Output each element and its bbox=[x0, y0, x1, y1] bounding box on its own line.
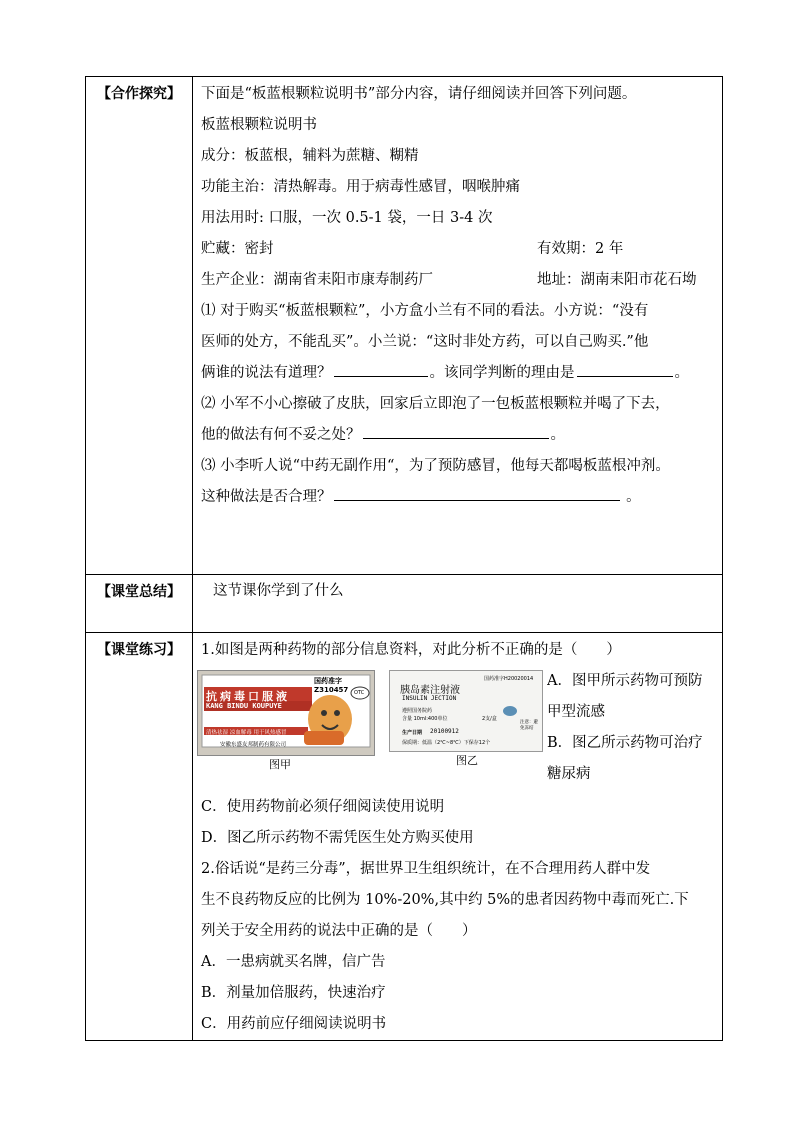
coop-intro: 下面是“板蓝根颗粒说明书”部分内容，请仔细阅读并回答下列问题。 bbox=[201, 86, 637, 102]
leaflet-address: 地址：湖南耒阳市花石坳 bbox=[537, 272, 697, 288]
leaflet-usage: 用法用时: 口服，一次 0.5-1 袋，一日 3-4 次 bbox=[201, 210, 493, 226]
q1-line1: ⑴ 对于购买“板蓝根颗粒”，小方盒小兰有不同的看法。小方说：“没有 bbox=[201, 303, 649, 319]
fig2-storage: 保质期：低温（2℃~8℃）下保存12个 bbox=[402, 740, 491, 746]
q3-answer-blank[interactable] bbox=[334, 484, 620, 501]
fig1-effect: 清热祛湿 凉血解毒 用于风热感冒 bbox=[206, 730, 287, 736]
fig1-name: 抗病毒口服液 bbox=[206, 690, 290, 703]
coop-row bbox=[86, 77, 723, 575]
option-c: C．使用药物前必须仔细阅读使用说明 bbox=[201, 799, 445, 815]
worksheet bbox=[85, 76, 721, 1045]
q1-text-a: 俩谁的说法有道理？ bbox=[201, 365, 332, 381]
fig1-pinyin: KANG BINDU KOUPUYE bbox=[206, 702, 282, 710]
fig2-caption: 图乙 bbox=[456, 754, 478, 767]
fig2-note: 注意：避免冻结 bbox=[520, 720, 538, 731]
option-d: D．图乙所示药物不需凭医生处方购买使用 bbox=[201, 830, 474, 846]
option-a-line2: 甲型流感 bbox=[547, 704, 605, 720]
practice-content bbox=[193, 633, 723, 1041]
practice-q2-line3: 列关于安全用药的说法中正确的是（ ） bbox=[201, 923, 477, 939]
coop-content bbox=[193, 77, 723, 575]
figures bbox=[193, 666, 547, 792]
figure-yi-image bbox=[389, 670, 543, 752]
figure-jia-image bbox=[197, 670, 375, 756]
fig2-line1: 遵照国务院药 bbox=[402, 708, 433, 714]
q3-text-b: 。 bbox=[621, 489, 641, 505]
summary-row bbox=[86, 575, 723, 633]
q1-answer-blank-1[interactable] bbox=[334, 360, 428, 377]
q2-text-b: 。 bbox=[550, 427, 565, 443]
q2-text-a: 他的做法有何不妥之处？ bbox=[201, 427, 361, 443]
leaflet-validity: 有效期：2 年 bbox=[537, 241, 624, 257]
leaflet-storage: 贮藏：密封 bbox=[201, 241, 274, 257]
fig2-name: 胰岛素注射液 bbox=[400, 685, 460, 696]
fig1-otc: OTC bbox=[354, 690, 365, 696]
pill-icon bbox=[502, 705, 518, 717]
fig2-approval: 国药准字H20020014 bbox=[484, 676, 534, 682]
q1-text-c: 。 bbox=[674, 365, 689, 381]
fig1-approval: 国药准字Z310457 bbox=[314, 677, 349, 694]
practice-label: 【课堂练习】 bbox=[86, 633, 193, 1041]
leaflet-maker: 生产企业：湖南省耒阳市康寿制药厂 bbox=[201, 272, 433, 288]
leaflet-ingredients: 成分：板蓝根，辅料为蔗糖、糊精 bbox=[201, 148, 419, 164]
figure-row bbox=[193, 666, 722, 792]
practice-q2-line1: 2.俗话说“是药三分毒”，据世界卫生组织统计，在不合理用药人群中发 bbox=[201, 861, 651, 877]
q3-line1: ⑶ 小李听人说“中药无副作用“，为了预防感冒，他每天都喝板蓝根冲剂。 bbox=[201, 458, 670, 474]
worksheet-table bbox=[85, 76, 723, 1041]
fig2-date: 20100912 bbox=[430, 728, 459, 735]
q1-line3 bbox=[193, 358, 722, 389]
option-b-line1: B．图乙所示药物可治疗 bbox=[547, 735, 703, 751]
q2-line2 bbox=[193, 420, 722, 451]
fig2-line2: 含量 10ml:400单位 bbox=[402, 716, 448, 722]
option-a-line1: A．图甲所示药物可预防 bbox=[547, 673, 703, 689]
leaflet-storage-row bbox=[193, 234, 722, 265]
summary-prompt: 这节课你学到了什么 bbox=[213, 583, 344, 599]
practice-row bbox=[86, 633, 723, 1041]
fig2-en: INSULIN JECTION bbox=[402, 695, 457, 702]
coop-label: 【合作探究】 bbox=[86, 77, 193, 575]
leaflet-maker-row bbox=[193, 265, 722, 296]
fig1-caption: 图甲 bbox=[269, 758, 291, 771]
fig2-date-label: 生产日期 bbox=[402, 730, 423, 736]
option-b-line2: 糖尿病 bbox=[547, 766, 591, 782]
leaflet-function: 功能主治：清热解毒。用于病毒性感冒，咽喉肿痛 bbox=[201, 179, 520, 195]
q3-line2 bbox=[193, 482, 722, 513]
summary-label: 【课堂总结】 bbox=[86, 575, 193, 633]
q1-line2: 医师的处方，不能乱买”。小兰说：“这时非处方药，可以自己购买.”他 bbox=[201, 334, 649, 350]
fig1-company: 安徽东盛友邦制药有限公司 bbox=[220, 742, 287, 748]
q2-option-a: A．一患病就买名牌，信广告 bbox=[201, 954, 386, 970]
fig2-line3: 2支/盒 bbox=[482, 716, 497, 722]
summary-content bbox=[193, 575, 723, 633]
q1-answer-blank-2[interactable] bbox=[577, 360, 673, 377]
practice-q1: 1.如图是两种药物的部分信息资料，对此分析不正确的是（ ） bbox=[201, 642, 621, 658]
leaflet-title: 板蓝根颗粒说明书 bbox=[201, 117, 317, 133]
options-ab bbox=[547, 666, 722, 792]
q2-option-c: C．用药前应仔细阅读说明书 bbox=[201, 1016, 387, 1032]
q2-answer-blank[interactable] bbox=[363, 422, 549, 439]
q2-option-b: B．剂量加倍服药，快速治疗 bbox=[201, 985, 386, 1001]
q3-text-a: 这种做法是否合理？ bbox=[201, 489, 332, 505]
q2-line1: ⑵ 小军不小心擦破了皮肤，回家后立即泡了一包板蓝根颗粒并喝了下去， bbox=[201, 396, 670, 412]
q1-text-b: 。该同学判断的理由是 bbox=[429, 365, 575, 381]
practice-q2-line2: 生不良药物反应的比例为 10%-20%,其中约 5%的患者因药物中毒而死亡.下 bbox=[201, 892, 689, 908]
